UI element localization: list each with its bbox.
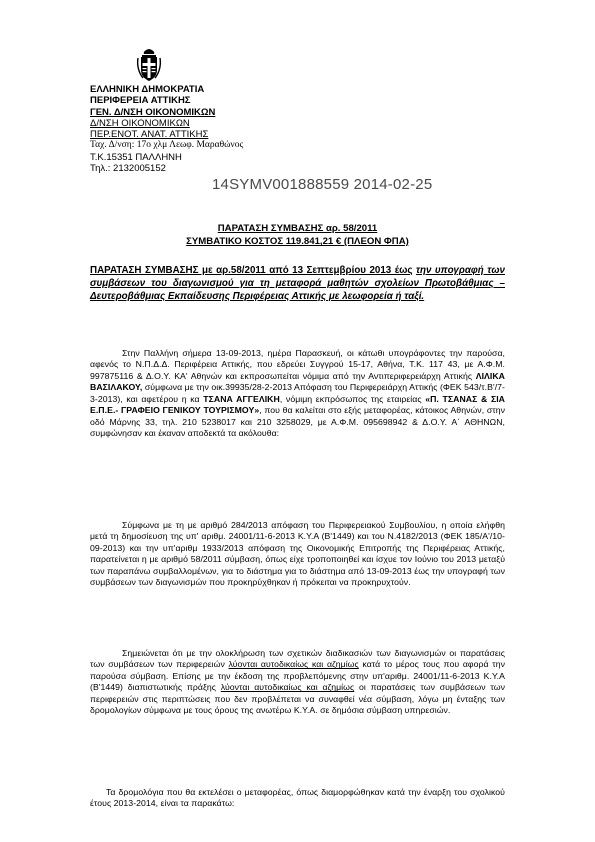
text-run: οι παρατάσεις των συμβάσεων των περιφερειών στις περιπτώσεις που δεν προβλέπεται να συναφθεί νέα σύμβαση, λόγω μη ένταξης των δρομολογίων σύμφωνα με τους όρους της ανωτέρω Κ.Υ.Α. σε δημόσια σύμβαση υπηρεσιών. bbox=[90, 682, 505, 716]
subject-detail: την υπογραφή των συμβάσεων του διαγωνισμού για τη μεταφορά μαθητών σχολείων Πρωτοβάθμιας – Δευτεροβάθμιας Εκπαίδευσης Περιφέρειας Αττικής με λεωφορεία ή ταξί. bbox=[90, 265, 505, 302]
greek-emblem-icon bbox=[136, 48, 162, 82]
header-address: Ταχ. Δ/νση: 17ο χλμ Λεωφ. Μαραθώνος bbox=[90, 140, 244, 151]
text-run: , που θα καλείται στο εξής μεταφορέας, κάτοικος Αθηνών, στην οδό Μάρνης 33, τηλ. 210 5238017 και 210 3258029, με Α.Φ.Μ. 095698942 & Δ.Ο.Υ. Α΄ ΑΘΗΝΩΝ, συμφώνησαν και έκαναν αποδεκτά τα ακόλουθα: bbox=[90, 405, 505, 439]
ada-stamp: 14SYMV001888559 2014-02-25 bbox=[212, 176, 433, 193]
header-line: Δ/ΝΣΗ ΟΙΚΟΝΟΜΙΚΩΝ bbox=[90, 117, 190, 129]
header-line: ΠΕΡ.ΕΝΟΤ. ΑΝΑΤ. ΑΤΤΙΚΗΣ bbox=[90, 129, 209, 141]
header-phone: Τηλ.: 2132005152 bbox=[90, 163, 166, 175]
body-paragraph-parties bbox=[90, 348, 505, 440]
contractor-name: ΤΣΑΝΑ ΑΓΓΕΛΙΚΗ bbox=[203, 393, 280, 404]
header-postcode: Τ.Κ.15351 ΠΑΛΛΗΝΗ bbox=[90, 151, 182, 163]
paragraph-text: Τα δρομολόγια που θα εκτελέσει ο μεταφορέας, όπως διαμορφώθηκαν κατά την έναρξη του σχολικού έτους 2013-2014, είναι τα παρακάτω: bbox=[90, 787, 505, 809]
subject-lead: ΠΑΡΑΤΑΣΗ ΣΥΜΒΑΣΗΣ με αρ.58/2011 από 13 Σεπτεμβρίου 2013 έως bbox=[90, 265, 413, 276]
contract-title: ΠΑΡΑΤΑΣΗ ΣΥΜΒΑΣΗΣ αρ. 58/2011 bbox=[217, 223, 378, 234]
header-line: ΠΕΡΙΦΕΡΕΙΑ ΑΤΤΙΚΗΣ bbox=[90, 95, 191, 107]
representative-name: ΛΙΛΙΚΑ ΒΑΣΙΛΑΚΟΥ, bbox=[90, 370, 505, 393]
header-line: ΕΛΛΗΝΙΚΗ ΔΗΜΟΚΡΑΤΙΑ bbox=[90, 84, 205, 95]
text-run: κατά το μέρος τους που αφορά την παρούσα σύμβαση. Επίσης με την έκδοση της προβλεπόμενης στην υπ'αριθμ. 24001/11-6-2013 Κ.Υ.Α (Β'1449) διαπιστωτικής πράξης bbox=[90, 659, 505, 693]
paragraph-text: Σύμφωνα με τη με αριθμό 284/2013 απόφαση του Περιφερειακού Συμβουλίου, η οποία ελήφθη μετά τη δημοσίευση της υπ' αριθμ. 24001/11-6-2013 Κ.Υ.Α (Β'1449) και του Ν.4182/2013 (ΦΕΚ 185/Α'/10-09-2013) και την υπ'αριθμ 1933/2013 απόφαση της Οικονομικής Επιτροπής της Περιφέρειας Αττικής, παρατείνεται η με αριθμό 58/2011 σύμβαση, όπως είχε τροποποιηθεί και ίσχυε τον Ιούνιο του 2013 μεταξύ των παραπάνω συμβαλλομένων, για το διάστημα για το διάστημα από 13-09-2013 έως την υπογραφή των συμβάσεων των διαγωνισμών που προκηρύχθηκαν ή πρόκειται να προκηρυχτούν. bbox=[90, 520, 505, 588]
company-name: «Π. ΤΣΑΝΑΣ & ΣΙΑ Ε.Π.Ε.- ΓΡΑΦΕΙΟ ΓΕΝΙΚΟΥ ΤΟΥΡΙΣΜΟΥ» bbox=[90, 393, 506, 416]
underlined-term: λύονται αυτοδικαίως και αζημίως bbox=[220, 682, 355, 693]
header-line: ΓΕΝ. Δ/ΝΣΗ ΟΙΚΟΝΟΜΙΚΩΝ bbox=[90, 106, 216, 118]
contract-cost: ΣΥΜΒΑΤΙΚΟ ΚΟΣΤΟΣ 119.841,21 € (ΠΛΕΟΝ ΦΠΑ) bbox=[186, 236, 409, 247]
underlined-term: λύονται αυτοδικαίως και αζημίως bbox=[228, 659, 359, 670]
text-run: Σημειώνεται ότι με την ολοκλήρωση των σχετικών διαδικασιών των διαγωνισμών οι παρατάσεις των συμβάσεων των περιφερειών bbox=[90, 648, 505, 670]
body-paragraph-extension bbox=[90, 520, 505, 589]
body-paragraph-routes bbox=[90, 787, 505, 810]
body-paragraph-termination bbox=[90, 648, 505, 717]
text-run: σύμφωνα με την οικ.39935/28-2-2013 Απόφαση του Περιφερειάρχη Αττικής (ΦΕΚ 543/τ.Β'/7-3-2013), και αφετέρου η κα bbox=[90, 382, 505, 404]
sender-header bbox=[90, 84, 243, 174]
text-run: Στην Παλλήνη σήμερα 13-09-2013, ημέρα Παρασκευή, οι κάτωθι υπογράφοντες την παρούσα, αφενός το Ν.Π.Δ.Δ. Περιφέρεια Αττικής, που εδρεύει Συγγρού 15-17, Αθήνα, Τ.Κ. 117 43, με Α.Φ.Μ. 997875116 & Δ.Ο.Υ. ΚΑ' Αθηνών και εκπροσωπείται νόμιμα από την Αντιπεριφερειάρχη Αττικής bbox=[90, 348, 505, 381]
text-run: , νόμιμη εκπρόσωπος της εταιρείας bbox=[279, 393, 426, 404]
subject-paragraph bbox=[90, 265, 505, 303]
